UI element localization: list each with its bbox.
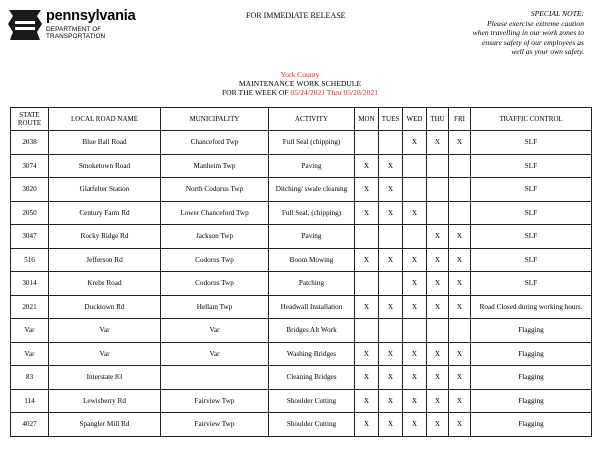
- cell-thu: X: [427, 272, 449, 296]
- cell-state-route: Var: [11, 342, 49, 366]
- cell-tues: [379, 131, 403, 155]
- cell-state-route: Var: [11, 319, 49, 343]
- column-header-activity: ACTIVITY: [269, 108, 355, 131]
- cell-tues: X: [379, 295, 403, 319]
- cell-local-road-name: Glatfelter Station: [49, 178, 161, 202]
- cell-activity: Shoulder Cutting: [269, 389, 355, 413]
- schedule-title: MAINTENANCE WORK SCHEDULE: [238, 79, 362, 89]
- column-header-municipality: MUNICIPALITY: [161, 108, 269, 131]
- cell-tues: X: [379, 413, 403, 437]
- cell-municipality: [161, 366, 269, 390]
- cell-state-route: 2050: [11, 201, 49, 225]
- cell-mon: X: [355, 342, 379, 366]
- cell-state-route: 3020: [11, 178, 49, 202]
- cell-tues: [379, 225, 403, 249]
- cell-local-road-name: Krebs Road: [49, 272, 161, 296]
- cell-wed: X: [403, 131, 427, 155]
- cell-thu: X: [427, 342, 449, 366]
- cell-local-road-name: Interstate 83: [49, 366, 161, 390]
- cell-traffic-control: SLF: [471, 272, 592, 296]
- cell-tues: X: [379, 366, 403, 390]
- cell-local-road-name: Blue Ball Road: [49, 131, 161, 155]
- cell-local-road-name: Var: [49, 342, 161, 366]
- column-header-tues: TUES: [379, 108, 403, 131]
- table-row: [11, 154, 592, 178]
- cell-state-route: 3074: [11, 154, 49, 178]
- table-row: [11, 319, 592, 343]
- cell-thu: X: [427, 295, 449, 319]
- column-header-fri: FRI: [449, 108, 471, 131]
- cell-state-route: 516: [11, 248, 49, 272]
- cell-fri: X: [449, 342, 471, 366]
- cell-municipality: North Codorus Twp: [161, 178, 269, 202]
- cell-tues: X: [379, 389, 403, 413]
- cell-state-route: 3014: [11, 272, 49, 296]
- schedule-heading: [0, 70, 600, 98]
- cell-tues: [379, 319, 403, 343]
- column-header-state-route: STATE ROUTE: [11, 108, 49, 131]
- department-name: DEPARTMENT OF TRANSPORTATION: [46, 26, 106, 40]
- cell-thu: X: [427, 366, 449, 390]
- cell-traffic-control: SLF: [471, 248, 592, 272]
- special-note-line: Please exercise extreme caution: [486, 18, 584, 28]
- table-row: [11, 295, 592, 319]
- cell-thu: X: [427, 225, 449, 249]
- column-header-mon: MON: [355, 108, 379, 131]
- cell-municipality: Lower Chanceford Twp: [161, 201, 269, 225]
- cell-tues: X: [379, 178, 403, 202]
- cell-wed: X: [403, 295, 427, 319]
- cell-state-route: 2038: [11, 131, 49, 155]
- cell-municipality: Codorus Twp: [161, 272, 269, 296]
- cell-traffic-control: Road Closed during working hours.: [471, 295, 592, 319]
- cell-state-route: 4027: [11, 413, 49, 437]
- cell-tues: X: [379, 248, 403, 272]
- cell-municipality: Jackson Twp: [161, 225, 269, 249]
- cell-municipality: Fairview Twp: [161, 389, 269, 413]
- cell-wed: [403, 225, 427, 249]
- cell-mon: X: [355, 389, 379, 413]
- column-header-local-road-name: LOCAL ROAD NAME: [49, 108, 161, 131]
- header-row: [11, 108, 592, 131]
- cell-fri: X: [449, 225, 471, 249]
- week-range: 05/24/2021 Thru 05/28/2021: [290, 88, 379, 98]
- cell-fri: X: [449, 272, 471, 296]
- cell-traffic-control: Flagging: [471, 389, 592, 413]
- cell-activity: Full Seal, (chipping): [269, 201, 355, 225]
- cell-local-road-name: Rocky Ridge Rd: [49, 225, 161, 249]
- table-row: [11, 225, 592, 249]
- cell-local-road-name: Lewisberry Rd: [49, 389, 161, 413]
- cell-wed: X: [403, 272, 427, 296]
- cell-wed: [403, 154, 427, 178]
- cell-thu: [427, 201, 449, 225]
- cell-state-route: 2021: [11, 295, 49, 319]
- table-row: [11, 131, 592, 155]
- week-prefix: FOR THE WEEK OF: [221, 88, 291, 98]
- cell-wed: X: [403, 201, 427, 225]
- cell-mon: X: [355, 413, 379, 437]
- cell-wed: X: [403, 342, 427, 366]
- cell-thu: [427, 319, 449, 343]
- cell-mon: X: [355, 201, 379, 225]
- table-row: [11, 272, 592, 296]
- cell-tues: [379, 272, 403, 296]
- cell-wed: [403, 319, 427, 343]
- cell-mon: X: [355, 248, 379, 272]
- keystone-icon: [6, 8, 44, 42]
- cell-mon: [355, 272, 379, 296]
- cell-traffic-control: SLF: [471, 225, 592, 249]
- cell-state-route: 3047: [11, 225, 49, 249]
- cell-municipality: Codorus Twp: [161, 248, 269, 272]
- cell-municipality: Var: [161, 342, 269, 366]
- cell-activity: Bridges Alt Work: [269, 319, 355, 343]
- cell-thu: [427, 178, 449, 202]
- cell-local-road-name: Var: [49, 319, 161, 343]
- table-row: [11, 342, 592, 366]
- cell-fri: X: [449, 413, 471, 437]
- table-row: [11, 389, 592, 413]
- cell-mon: [355, 319, 379, 343]
- cell-fri: X: [449, 131, 471, 155]
- cell-traffic-control: SLF: [471, 201, 592, 225]
- cell-municipality: Fairview Twp: [161, 413, 269, 437]
- cell-fri: X: [449, 389, 471, 413]
- table-row: [11, 178, 592, 202]
- cell-municipality: Chanceford Twp: [161, 131, 269, 155]
- cell-fri: [449, 319, 471, 343]
- cell-thu: [427, 154, 449, 178]
- week-line: [0, 88, 600, 97]
- cell-thu: X: [427, 389, 449, 413]
- cell-fri: X: [449, 248, 471, 272]
- release-label: FOR IMMEDIATE RELEASE: [246, 11, 346, 20]
- cell-activity: Cleaning Bridges: [269, 366, 355, 390]
- cell-tues: X: [379, 154, 403, 178]
- cell-activity: Washing Bridges: [269, 342, 355, 366]
- cell-local-road-name: Smoketown Road: [49, 154, 161, 178]
- cell-municipality: Var: [161, 319, 269, 343]
- cell-traffic-control: Flagging: [471, 319, 592, 343]
- cell-local-road-name: Ducktown Rd: [49, 295, 161, 319]
- cell-wed: X: [403, 413, 427, 437]
- cell-traffic-control: Flagging: [471, 366, 592, 390]
- cell-activity: Paving: [269, 154, 355, 178]
- cell-traffic-control: Flagging: [471, 413, 592, 437]
- cell-state-route: 114: [11, 389, 49, 413]
- cell-mon: X: [355, 154, 379, 178]
- cell-activity: Paving: [269, 225, 355, 249]
- penndot-logo: [6, 8, 156, 44]
- schedule-table: [10, 107, 592, 437]
- special-note-line: when travelling in our work zones to: [472, 28, 584, 38]
- column-header-thu: THU: [427, 108, 449, 131]
- table-row: [11, 366, 592, 390]
- table-row: [11, 413, 592, 437]
- cell-mon: [355, 131, 379, 155]
- cell-state-route: 83: [11, 366, 49, 390]
- cell-activity: Boom Mowing: [269, 248, 355, 272]
- cell-activity: Ditching/ swale cleaning: [269, 178, 355, 202]
- cell-activity: Full Seal (chipping): [269, 131, 355, 155]
- cell-mon: [355, 225, 379, 249]
- cell-fri: X: [449, 295, 471, 319]
- cell-activity: Patching: [269, 272, 355, 296]
- cell-activity: Shoulder Cutting: [269, 413, 355, 437]
- county-name: York County: [280, 70, 320, 79]
- cell-thu: X: [427, 131, 449, 155]
- cell-wed: X: [403, 366, 427, 390]
- column-header-traffic-control: TRAFFIC CONTROL: [471, 108, 592, 131]
- cell-wed: X: [403, 248, 427, 272]
- cell-local-road-name: Spangler Mill Rd: [49, 413, 161, 437]
- cell-local-road-name: Jefferson Rd: [49, 248, 161, 272]
- cell-wed: [403, 178, 427, 202]
- cell-mon: X: [355, 295, 379, 319]
- special-note-line: ensure safety of our employees as: [482, 37, 584, 47]
- cell-wed: X: [403, 389, 427, 413]
- special-note-title: SPECIAL NOTE:: [530, 9, 584, 18]
- table-row: [11, 248, 592, 272]
- cell-traffic-control: SLF: [471, 154, 592, 178]
- special-note-line: well as your own safety.: [511, 47, 584, 57]
- cell-thu: X: [427, 248, 449, 272]
- cell-fri: [449, 201, 471, 225]
- cell-activity: Headwall Installation: [269, 295, 355, 319]
- cell-tues: X: [379, 342, 403, 366]
- cell-tues: X: [379, 201, 403, 225]
- cell-mon: X: [355, 178, 379, 202]
- cell-traffic-control: Flagging: [471, 342, 592, 366]
- cell-municipality: Hellam Twp: [161, 295, 269, 319]
- brand-name: pennsylvania: [46, 8, 136, 24]
- cell-mon: X: [355, 366, 379, 390]
- cell-fri: [449, 154, 471, 178]
- cell-municipality: Manheim Twp: [161, 154, 269, 178]
- column-header-wed: WED: [403, 108, 427, 131]
- cell-local-road-name: Century Farm Rd: [49, 201, 161, 225]
- special-note: [404, 9, 584, 57]
- cell-thu: X: [427, 413, 449, 437]
- table-row: [11, 201, 592, 225]
- cell-traffic-control: SLF: [471, 131, 592, 155]
- cell-fri: [449, 178, 471, 202]
- cell-traffic-control: SLF: [471, 178, 592, 202]
- cell-fri: X: [449, 366, 471, 390]
